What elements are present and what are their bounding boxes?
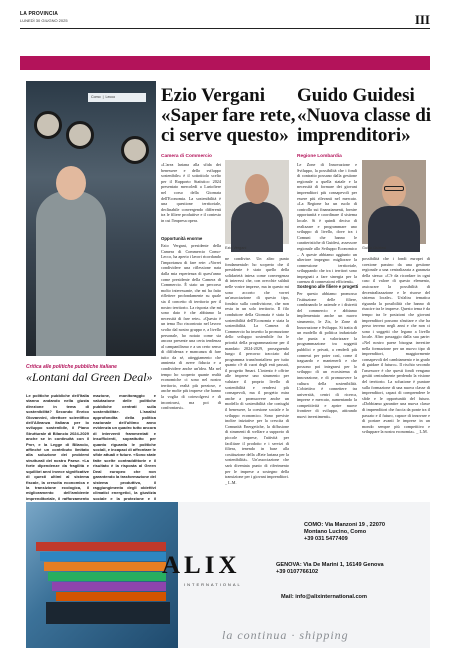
page-number: III xyxy=(414,12,430,27)
tag-item-como: Como xyxy=(91,95,101,99)
genova-phone: +39 0107766102 xyxy=(276,569,319,575)
container-row xyxy=(40,552,166,561)
suit-body xyxy=(231,202,283,252)
ezio-subhead: Opportunità enorme xyxy=(161,236,203,241)
photo-tag: Como | Lecco xyxy=(88,93,146,102)
guido-photo-caption: Guido Guidesi xyxy=(362,246,387,250)
page-header xyxy=(20,8,430,44)
factory-photo xyxy=(26,81,156,356)
como-line-1: COMO: Via Manzoni 19 , 22070 xyxy=(304,522,386,528)
genova-line-1: GENOVA: Via De Marini 1, 16149 Genova xyxy=(276,562,384,568)
machine-wheel-icon xyxy=(66,121,94,149)
left-title: «Lontani dal Green Deal» xyxy=(26,370,153,384)
ezio-vergani-photo xyxy=(225,160,289,244)
ezio-column-2: ne condivise. Un altro punto fondamentale: ho scoperto che il presidente è stato quello della solidarietà intesa come convergenza di interessi che, con orecchie saldati nelle vostre imprese, ma in questo mi sono accorto che vorrei un'associazione di questo tipo, fondato sulla condivisione, che non resta in un solo territorio. Il filo conduttore della Giornata è stata la sostenibilità dell'Economia e stata la sostenibilità. La Camera di Commercio ha inserito la promozione dello sviluppo sostenibile fra le priorità della programmazione per il mandato 2024-2029, proseguendo lungo il percorso tracciato dal programma transfrontaliero per tutto quanto c'è di cuori degli enti passati, il progetto Smart. L'intento è offrire alle imprese uno strumento per valutare il proprio livello di sostenibilità e rendersi più consapevoli, ma il progetto mira anche a promuovere anche un modello di sostenibilità che coniughi il benessere, la coesione sociale e lo sviluppo economico. Sono previste inoltre iniziative per la crescita di Comunità Energetiche, la diffusione di strumenti di welfare a supporto di piccole imprese, l'attività per facilitare il prodotto e i servizi di filiera, tenendo in base alla costituzione della «Rete lariana per la sostenibilità». Un'associazione che sarà diventata punto di riferimento per le imprese a sostegno della transizione per i giovani imprenditori. _ L.M. xyxy=(225,256,289,485)
como-address xyxy=(304,522,385,543)
worker-head xyxy=(56,166,86,200)
left-kicker: Critica alle politiche pubbliche italiane xyxy=(26,364,117,370)
como-phone: +39 031 5477409 xyxy=(304,536,348,542)
container-row xyxy=(48,572,166,581)
ship-hull xyxy=(46,602,170,624)
alix-logo-sub: INTERNATIONAL xyxy=(184,582,242,587)
ezio-headline: Ezio Vergani «Saper fare rete, ci serve questo» xyxy=(161,85,296,146)
guido-subhead: Sostegno alle filiere e progetti xyxy=(297,284,359,289)
guido-guidesi-photo xyxy=(362,160,426,244)
guido-headline: Guido Guidesi «Nuova classe di imprenditori» xyxy=(297,85,432,146)
ad-tagline: la continua · shipping xyxy=(222,628,349,642)
issue-date: LUNEDÌ 30 GIUGNO 2025 xyxy=(20,18,68,23)
left-column-2: mazione, monitoraggio e valutazione delle politiche pubbliche centrati sulla sostenibilità». L'analisi approfondita della politica nazionale dell'ultimo anno evidenzia un quadro tutto ancora di interventi frammentati e insufficienti, soprattutto per quanto riguarda le politiche sociali, e incapaci di affrontare le sfide attuali e future. «Sono state fatte scelte contraddittorie e il risultato è la risposta al Green Deal europeo che non garantendo la trasformazione del sistema produttivo, il raggiungimento degli obiettivi climatici energetici, la giustizia sociale e la protezione e il xyxy=(93,393,156,501)
guido-column-1a: Le Zone di Innovazione e Sviluppo, la possibilità che i fondi di contratto possano dalla gestione regionale a quella statale e la necessità di formare dei giovani imprenditori più consapevoli per essere più rilevanti nel mercato. «La Regione ha un ruolo di controllo sui finanziamenti, fornire opportunità e coordinare il sistema locale. Si è quindi deciso di realizzare e programmare uno sviluppo di livello, dove tra i Comuni che hanno le caratteristiche di Guidesi, assessore regionale allo Sviluppo Economico – A queste abbiamo aggiunto un ulteriore impegno: migliorare la connessione territoriale, sviluppando che tra i territori sono impegnati a fare sinergia per la carenza di connessioni efficienti». xyxy=(297,162,357,285)
left-column-1: Le politiche pubbliche dell'Italia stanno andando nella giusta direzione in tema di sostenibilità? Secondo Enrico Giovannini, direttore scientifico dell'Alleanza italiana per lo sviluppo sostenibile, il Piano Strutturale di Bilancio 2024-2029 anche se in continuità con il Pnrr, e la Legge di Bilancio, affinché un contributo limitato alla soluzione dei problemi strutturali del nostro Paese. «La forte dipendenze da fragilità e squilibri anni invece significative di questi ultimi al sistema fiscale, la crescita economica e la transizione ecologica, il miglioramento dell'ambiente imprenditoriale, il rafforzamento xyxy=(26,393,89,501)
publication-name: LA PROVINCIA xyxy=(20,11,59,17)
worker-figure xyxy=(36,191,106,356)
email-line[interactable]: Mail: info@alixinternational.com xyxy=(281,594,367,600)
accent-band xyxy=(20,56,430,70)
machine-wheel-icon xyxy=(34,111,62,139)
face xyxy=(245,174,269,204)
container-ship-image xyxy=(26,502,178,648)
header-rule xyxy=(20,28,430,29)
ezio-column-1b: Ezio Vergani, presidente della Camera di Commercio Como-Lecco, ha aperto i lavori ricordando l'importanza di fare rete: «Vorrei condividere una riflessione nata dalla mia esperienza di quest'anno come presidente della Camera di Commercio. È stato un percorso molto interessante, che mi ha fatto riflettere profondamente su quale sia il concetto di territorio per il nostro territorio. La risposta che mi sono dato è che abbiamo la necessità di fare rete». «Questo è un tema l'ho riscontrato nel lavoro svolto dal nostro gruppo e, a livello personale, ho notato come sia ancora presente una certa tendenza al campanilismo e a un certo senso di diffidenza e mancanza di fare tutto da sé, atteggiamento che annienta di avere fiducia e a condividere anche un'idea. Ma nel tempo ho scoperto quante realtà economiche ci sono nel nostro territorio, realtà più preziose, e anche molte più imprese che hanno la voglia di coinvolgersi e di incontrarsi, ma poi di confrontarsi». xyxy=(161,243,221,411)
container-row xyxy=(36,542,166,551)
ezio-column-1a: «L'area lariana alla sfida dei benessere e dello sviluppo sostenibile» è il sottotitolo scelto per il Rapporto Statistico 2024 presentato mercoledì a Lariofiere nel corso della Giornata dell'Economia. La sostenibilità è una questione territoriale, declinabile convergendo differenti tra le filiere produttive e il contesto in cui l'impresa opera. xyxy=(161,162,221,223)
alix-logo: ALIX xyxy=(162,552,241,579)
guido-column-1b: Per questo abbiamo promosso l'istituzione delle filiere, combinando le aziende e i distretti del commercio e abbiamo implementato anche un nuovo strumento, le Zis, le Zone di Innovazione e Sviluppo. Si tratta di un modello di politica industriale che punta a valorizzare la programmazione tra soggetti pubblici e privati, a renderli più connessi per poter così, come il traguardo e mantenerli e che possono poi integrarsi per lo sviluppo di un ecosistema di innovazione, e di promuovere la cultura della sostenibilità. L'obiettivo è connettere tra università, centri di ricerca, imprese e mercato, aumentando la competitività e aprire nuove frontiere di sviluppo, attirando nuovi investimenti». xyxy=(297,291,357,420)
guido-column-2: possibilità che i fondi europei di coesione passino da una gestione regionale a una centralizzata a garanzia della stessa: «C'è da ricordare in ogni caso il valore di questo elemento, assicurare la possibilità di decentralizzazione e le risorse del sistema locale». Un'altra tematica riguarda la possibilità che hanno di riuscire tra le imprese. Questo tema è da tempo tra le posizioni che giovani imprenditori possono sfruttare e che ha perso terreno negli anni e che non ci sono i soggetti che legano a livello locale. Altro passaggio dalla sua parte: «Nel nostro paese bisogna investire nella formazione per un nuovo tipo di imprenditori, maggiormente consapevoli del cambiamento e in grado di guidare il futuro». Il rischio secondo l'assessore è che questi fondi vengano gestiti centralmente perdendo la visione del territorio. La soluzione è puntare sulla formazione di una nuova classe di imprenditori, capaci di comprendere le sfide e le opportunità del futuro. «Dobbiamo garantire una nuova classe di imprenditori che faccia da ponte tra il passato e il futuro, capace di innovare e di portare avanti le imprese in un mondo sempre più competitivo e sviluppare la nostra economia». _ L.M. xyxy=(362,256,430,435)
como-line-2: Montano Lucino, Como xyxy=(304,529,367,535)
alix-advertisement[interactable] xyxy=(26,502,430,648)
genova-address xyxy=(276,562,384,576)
glasses-icon xyxy=(384,186,404,191)
machine-wheel-icon xyxy=(121,136,149,164)
tag-item-lecco: Lecco xyxy=(105,95,116,99)
ezio-photo-caption: Ezio Vergani xyxy=(225,246,247,250)
ezio-section: Camera di Commercio xyxy=(161,154,212,159)
container-row xyxy=(56,592,166,601)
guido-section: Regione Lombardia xyxy=(297,154,342,159)
face xyxy=(382,176,406,206)
container-row xyxy=(44,562,166,571)
container-row xyxy=(52,582,166,591)
